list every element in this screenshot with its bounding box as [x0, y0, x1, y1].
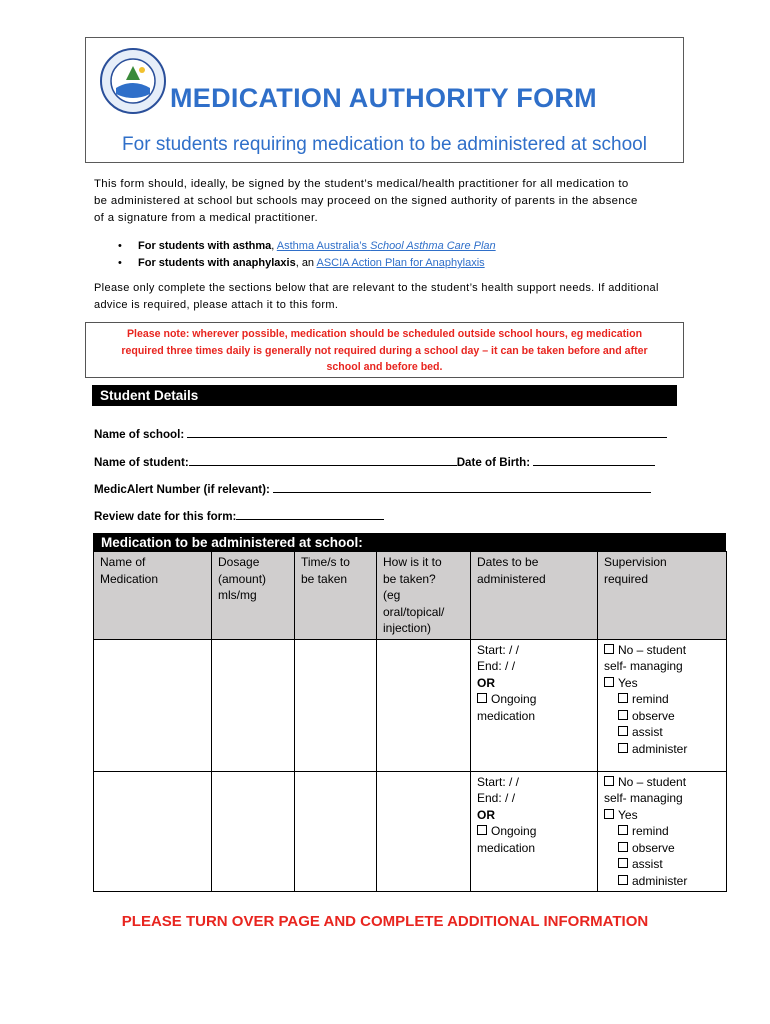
note-box	[85, 322, 684, 378]
checkbox-icon	[618, 842, 628, 852]
assist-option[interactable]: assist	[604, 856, 720, 873]
col-header-supervision: Supervision required	[598, 552, 727, 640]
instruction-line: Please only complete the sections below that are relevant to the student’s health support needs. If additional	[94, 282, 659, 294]
bullet-bold: For students with asthma	[138, 240, 272, 252]
bullet-anaphylaxis	[94, 255, 694, 272]
intro-paragraph	[94, 176, 694, 227]
medication-row	[94, 771, 727, 892]
note-line: Please note: wherever possible, medication should be scheduled outside school hours, eg medication	[126, 328, 643, 340]
medicalert-label: MedicAlert Number (if relevant):	[94, 483, 270, 496]
bullet-sep: ,	[271, 240, 277, 252]
time-cell[interactable]	[295, 639, 377, 771]
medicalert-field[interactable]	[94, 481, 651, 496]
ongoing-option[interactable]: Ongoing	[477, 823, 591, 840]
intro-line: This form should, ideally, be signed by the student’s medical/health practitioner for all medication to	[94, 178, 629, 190]
checkbox-icon	[618, 710, 628, 720]
how-cell[interactable]	[377, 639, 471, 771]
ascia-action-plan-link[interactable]: ASCIA Action Plan for Anaphylaxis	[316, 257, 485, 269]
col-header-dosage: Dosage (amount) mls/mg	[212, 552, 295, 640]
dosage-cell[interactable]	[212, 771, 295, 892]
form-subtitle: For students requiring medication to be administered at school	[122, 134, 647, 155]
checkbox-icon	[618, 858, 628, 868]
bullet-bold: For students with anaphylaxis	[138, 257, 296, 269]
dates-cell	[471, 639, 598, 771]
ongoing-label: medication	[477, 840, 536, 855]
student-name-field[interactable]	[94, 454, 655, 469]
dosage-cell[interactable]	[212, 639, 295, 771]
checkbox-icon	[618, 693, 628, 703]
observe-option[interactable]: observe	[604, 840, 720, 857]
time-cell[interactable]	[295, 771, 377, 892]
or-label: OR	[477, 807, 495, 822]
end-date-field[interactable]: End: / /	[477, 791, 516, 805]
supervision-no-option[interactable]: No – student	[604, 774, 720, 791]
school-logo-icon	[102, 50, 164, 112]
supervision-cell	[598, 771, 727, 892]
self-managing-label: self- managing	[604, 659, 683, 673]
turn-over-notice: PLEASE TURN OVER PAGE AND COMPLETE ADDITIONAL INFORMATION	[121, 913, 649, 930]
supervision-no-option[interactable]: No – student	[604, 642, 720, 659]
checkbox-icon[interactable]	[604, 644, 614, 654]
note-line: school and before bed.	[326, 361, 443, 373]
dob-line[interactable]	[533, 454, 655, 466]
administer-option[interactable]: administer	[604, 741, 720, 758]
checkbox-icon	[618, 743, 628, 753]
checkbox-icon[interactable]	[477, 693, 487, 703]
or-label: OR	[477, 675, 495, 690]
intro-line: of a signature from a medical practitioner.	[94, 212, 318, 224]
observe-option[interactable]: observe	[604, 708, 720, 725]
supervision-cell	[598, 639, 727, 771]
bullet-asthma	[94, 238, 694, 255]
checkbox-icon	[618, 825, 628, 835]
remind-option[interactable]: remind	[604, 823, 720, 840]
col-header-dates: Dates to be administered	[471, 552, 598, 640]
self-managing-label: self- managing	[604, 791, 683, 805]
student-details-heading: Student Details	[92, 385, 677, 406]
supervision-yes-option[interactable]: Yes	[604, 807, 720, 824]
school-logo	[100, 48, 166, 114]
start-date-field[interactable]: Start: / /	[477, 774, 520, 789]
instruction-paragraph	[94, 280, 694, 314]
student-name-label: Name of student:	[94, 456, 189, 469]
assist-option[interactable]: assist	[604, 724, 720, 741]
medicalert-line[interactable]	[273, 481, 651, 493]
col-header-how: How is it to be taken? (eg oral/topical/ injection)	[377, 552, 471, 640]
col-header-name: Name of Medication	[94, 552, 212, 640]
bullet-sep: , an	[295, 257, 317, 269]
medication-header-row	[94, 552, 727, 640]
checkbox-icon[interactable]	[604, 776, 614, 786]
intro-line: be administered at school but schools may proceed on the signed authority of parents in the absence	[94, 195, 638, 207]
school-name-label: Name of school:	[94, 428, 185, 441]
bullet-dot-icon: •	[118, 240, 122, 252]
medication-table	[93, 551, 727, 892]
bullet-list	[94, 238, 694, 272]
administer-option[interactable]: administer	[604, 873, 720, 890]
checkbox-icon[interactable]	[477, 825, 487, 835]
supervision-yes-option[interactable]: Yes	[604, 675, 720, 692]
note-line: required three times daily is generally not required during a school day – it can be taken before and after	[121, 344, 648, 357]
checkbox-icon	[618, 726, 628, 736]
form-title: MEDICATION AUTHORITY FORM	[170, 83, 597, 113]
asthma-care-plan-link[interactable]: Asthma Australia’s School Asthma Care Plan	[276, 240, 496, 252]
school-name-field[interactable]	[94, 426, 667, 441]
school-name-line[interactable]	[187, 426, 667, 438]
how-cell[interactable]	[377, 771, 471, 892]
remind-option[interactable]: remind	[604, 691, 720, 708]
ongoing-option[interactable]: Ongoing	[477, 691, 591, 708]
dob-label: Date of Birth:	[456, 456, 531, 469]
checkbox-icon[interactable]	[604, 677, 614, 687]
instruction-line: advice is required, please attach it to this form.	[94, 299, 339, 311]
medication-name-cell[interactable]	[94, 771, 212, 892]
medication-name-cell[interactable]	[94, 639, 212, 771]
dates-cell	[471, 771, 598, 892]
checkbox-icon[interactable]	[604, 809, 614, 819]
review-date-label: Review date for this form:	[94, 510, 237, 523]
review-date-field[interactable]	[94, 508, 384, 523]
ongoing-label: medication	[477, 708, 536, 723]
end-date-field[interactable]: End: / /	[477, 659, 516, 673]
student-name-line[interactable]	[189, 454, 457, 466]
checkbox-icon	[618, 875, 628, 885]
medication-heading: Medication to be administered at school:	[93, 533, 726, 552]
col-header-time: Time/s to be taken	[295, 552, 377, 640]
review-date-line[interactable]	[236, 508, 384, 520]
medication-row	[94, 639, 727, 771]
bullet-dot-icon: •	[118, 257, 122, 269]
start-date-field[interactable]: Start: / /	[477, 642, 520, 657]
